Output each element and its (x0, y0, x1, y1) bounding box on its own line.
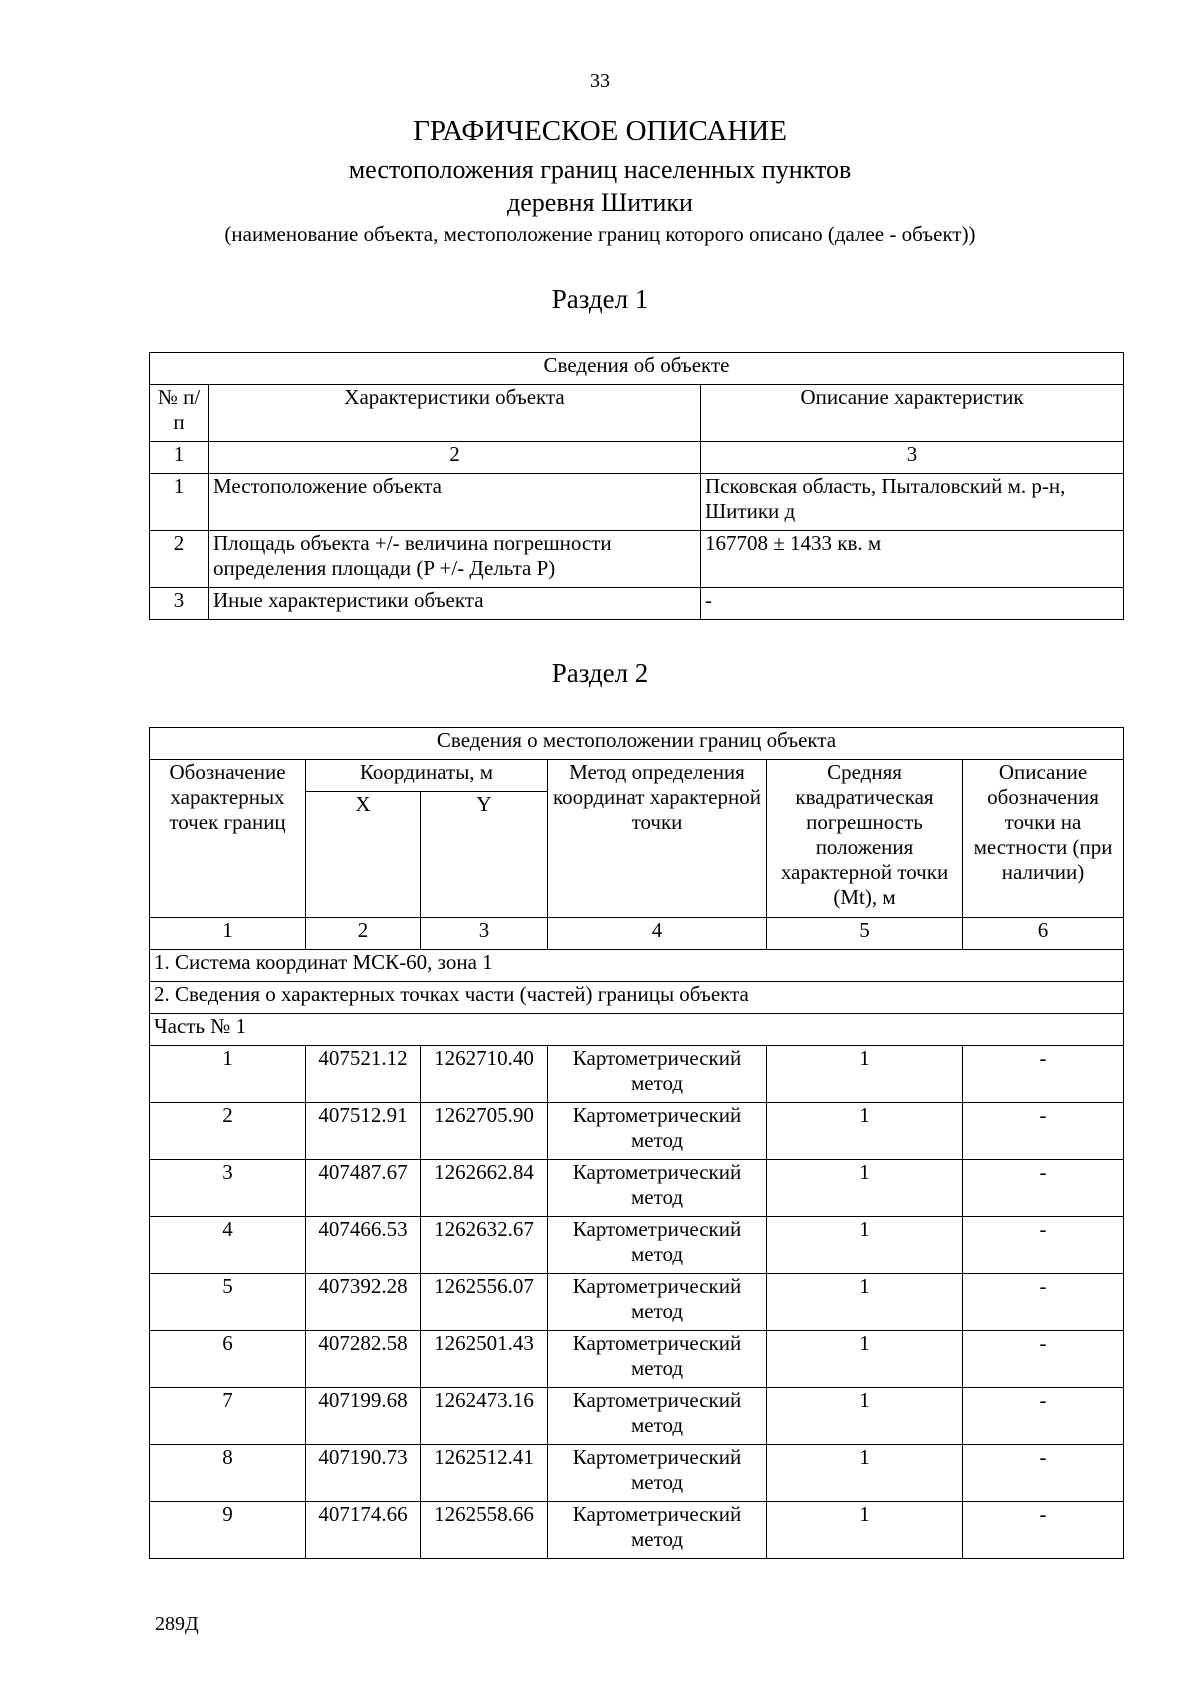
point-mt: 1 (767, 1502, 963, 1559)
point-method: Картометрический метод (548, 1445, 767, 1502)
point-method: Картометрический метод (548, 1103, 767, 1160)
point-x: 407174.66 (306, 1502, 421, 1559)
point-mt: 1 (767, 1331, 963, 1388)
row-description: - (701, 588, 1124, 620)
point-mt: 1 (767, 1388, 963, 1445)
column-number: 3 (421, 918, 548, 950)
table-row (150, 1274, 1124, 1331)
point-method: Картометрический метод (548, 1502, 767, 1559)
point-x: 407190.73 (306, 1445, 421, 1502)
header-error: Средняя квадратическая погрешность положения характерной точки (Mt), м (767, 760, 963, 918)
row-number: 3 (150, 588, 209, 620)
column-number: 3 (701, 442, 1124, 474)
point-y: 1262473.16 (421, 1388, 548, 1445)
point-x: 407466.53 (306, 1217, 421, 1274)
column-number: 1 (150, 918, 306, 950)
point-method: Картометрический метод (548, 1274, 767, 1331)
point-id: 6 (150, 1331, 306, 1388)
table-row (150, 1160, 1124, 1217)
point-x: 407392.28 (306, 1274, 421, 1331)
point-id: 8 (150, 1445, 306, 1502)
point-id: 4 (150, 1217, 306, 1274)
header-x: X (306, 792, 421, 918)
document-title: ГРАФИЧЕСКОЕ ОПИСАНИЕ (413, 115, 787, 147)
table-row (150, 531, 1124, 588)
point-method: Картометрический метод (548, 1160, 767, 1217)
point-method: Картометрический метод (548, 1217, 767, 1274)
table-title: Сведения об объекте (150, 353, 1124, 385)
point-id: 1 (150, 1046, 306, 1103)
page-number: 33 (590, 70, 610, 92)
table-row (150, 1388, 1124, 1445)
row-description: Псковская область, Пыталовский м. р-н, Шитики д (701, 474, 1124, 531)
header-point: Обозначение характерных точек границ (150, 760, 306, 918)
parts-info: 2. Сведения о характерных точках части (частей) границы объекта (150, 982, 1124, 1014)
row-number: 2 (150, 531, 209, 588)
column-number: 2 (209, 442, 701, 474)
point-description: - (963, 1160, 1124, 1217)
point-x: 407521.12 (306, 1046, 421, 1103)
point-method: Картометрический метод (548, 1331, 767, 1388)
boundary-points-table (149, 727, 1124, 1559)
section-2-heading: Раздел 2 (551, 658, 649, 688)
column-number: 6 (963, 918, 1124, 950)
point-mt: 1 (767, 1046, 963, 1103)
table-row (150, 588, 1124, 620)
point-description: - (963, 1331, 1124, 1388)
point-id: 2 (150, 1103, 306, 1160)
point-mt: 1 (767, 1217, 963, 1274)
point-y: 1262501.43 (421, 1331, 548, 1388)
point-y: 1262556.07 (421, 1274, 548, 1331)
header-description: Описание обозначения точки на местности (при наличии) (963, 760, 1124, 918)
table-row (150, 1445, 1124, 1502)
point-description: - (963, 1274, 1124, 1331)
point-mt: 1 (767, 1103, 963, 1160)
table-row (150, 1217, 1124, 1274)
table-row (150, 1103, 1124, 1160)
table-row (150, 1046, 1124, 1103)
point-mt: 1 (767, 1160, 963, 1217)
column-number: 4 (548, 918, 767, 950)
point-id: 9 (150, 1502, 306, 1559)
point-y: 1262632.67 (421, 1217, 548, 1274)
table-row (150, 1502, 1124, 1559)
point-y: 1262705.90 (421, 1103, 548, 1160)
document-subtitle: местоположения границ населенных пунктов (348, 155, 852, 184)
point-description: - (963, 1388, 1124, 1445)
row-characteristic: Местоположение объекта (209, 474, 701, 531)
object-note: (наименование объекта, местоположение границ которого описано (далее - объект)) (224, 222, 976, 246)
object-name: деревня Шитики (507, 188, 693, 217)
point-y: 1262710.40 (421, 1046, 548, 1103)
point-x: 407282.58 (306, 1331, 421, 1388)
point-x: 407487.67 (306, 1160, 421, 1217)
point-id: 3 (150, 1160, 306, 1217)
object-info-table (149, 352, 1124, 620)
row-number: 1 (150, 474, 209, 531)
point-mt: 1 (767, 1445, 963, 1502)
point-mt: 1 (767, 1274, 963, 1331)
point-id: 5 (150, 1274, 306, 1331)
table-row (150, 1331, 1124, 1388)
row-characteristic: Площадь объекта +/- величина погрешности определения площади (P +/- Дельта P) (209, 531, 701, 588)
point-method: Картометрический метод (548, 1046, 767, 1103)
point-x: 407512.91 (306, 1103, 421, 1160)
column-number: 1 (150, 442, 209, 474)
row-description: 167708 ± 1433 кв. м (701, 531, 1124, 588)
column-number: 5 (767, 918, 963, 950)
header-characteristic: Характеристики объекта (209, 385, 701, 442)
column-number: 2 (306, 918, 421, 950)
point-y: 1262512.41 (421, 1445, 548, 1502)
point-method: Картометрический метод (548, 1388, 767, 1445)
header-method: Метод определения координат характерной точки (548, 760, 767, 918)
header-description: Описание характеристик (701, 385, 1124, 442)
footer-code: 289Д (155, 1613, 199, 1635)
header-number: № п/п (150, 385, 209, 442)
point-description: - (963, 1502, 1124, 1559)
points-body (150, 1046, 1124, 1559)
table-row (150, 474, 1124, 531)
point-description: - (963, 1217, 1124, 1274)
section-1-heading: Раздел 1 (551, 284, 649, 314)
point-y: 1262558.66 (421, 1502, 548, 1559)
point-description: - (963, 1046, 1124, 1103)
header-y: Y (421, 792, 548, 918)
point-x: 407199.68 (306, 1388, 421, 1445)
point-y: 1262662.84 (421, 1160, 548, 1217)
point-description: - (963, 1103, 1124, 1160)
point-id: 7 (150, 1388, 306, 1445)
point-description: - (963, 1445, 1124, 1502)
coordinate-system: 1. Система координат МСК-60, зона 1 (150, 950, 1124, 982)
part-label: Часть № 1 (150, 1014, 1124, 1046)
row-characteristic: Иные характеристики объекта (209, 588, 701, 620)
header-coordinates: Координаты, м (306, 760, 548, 792)
table-title: Сведения о местоположении границ объекта (150, 728, 1124, 760)
